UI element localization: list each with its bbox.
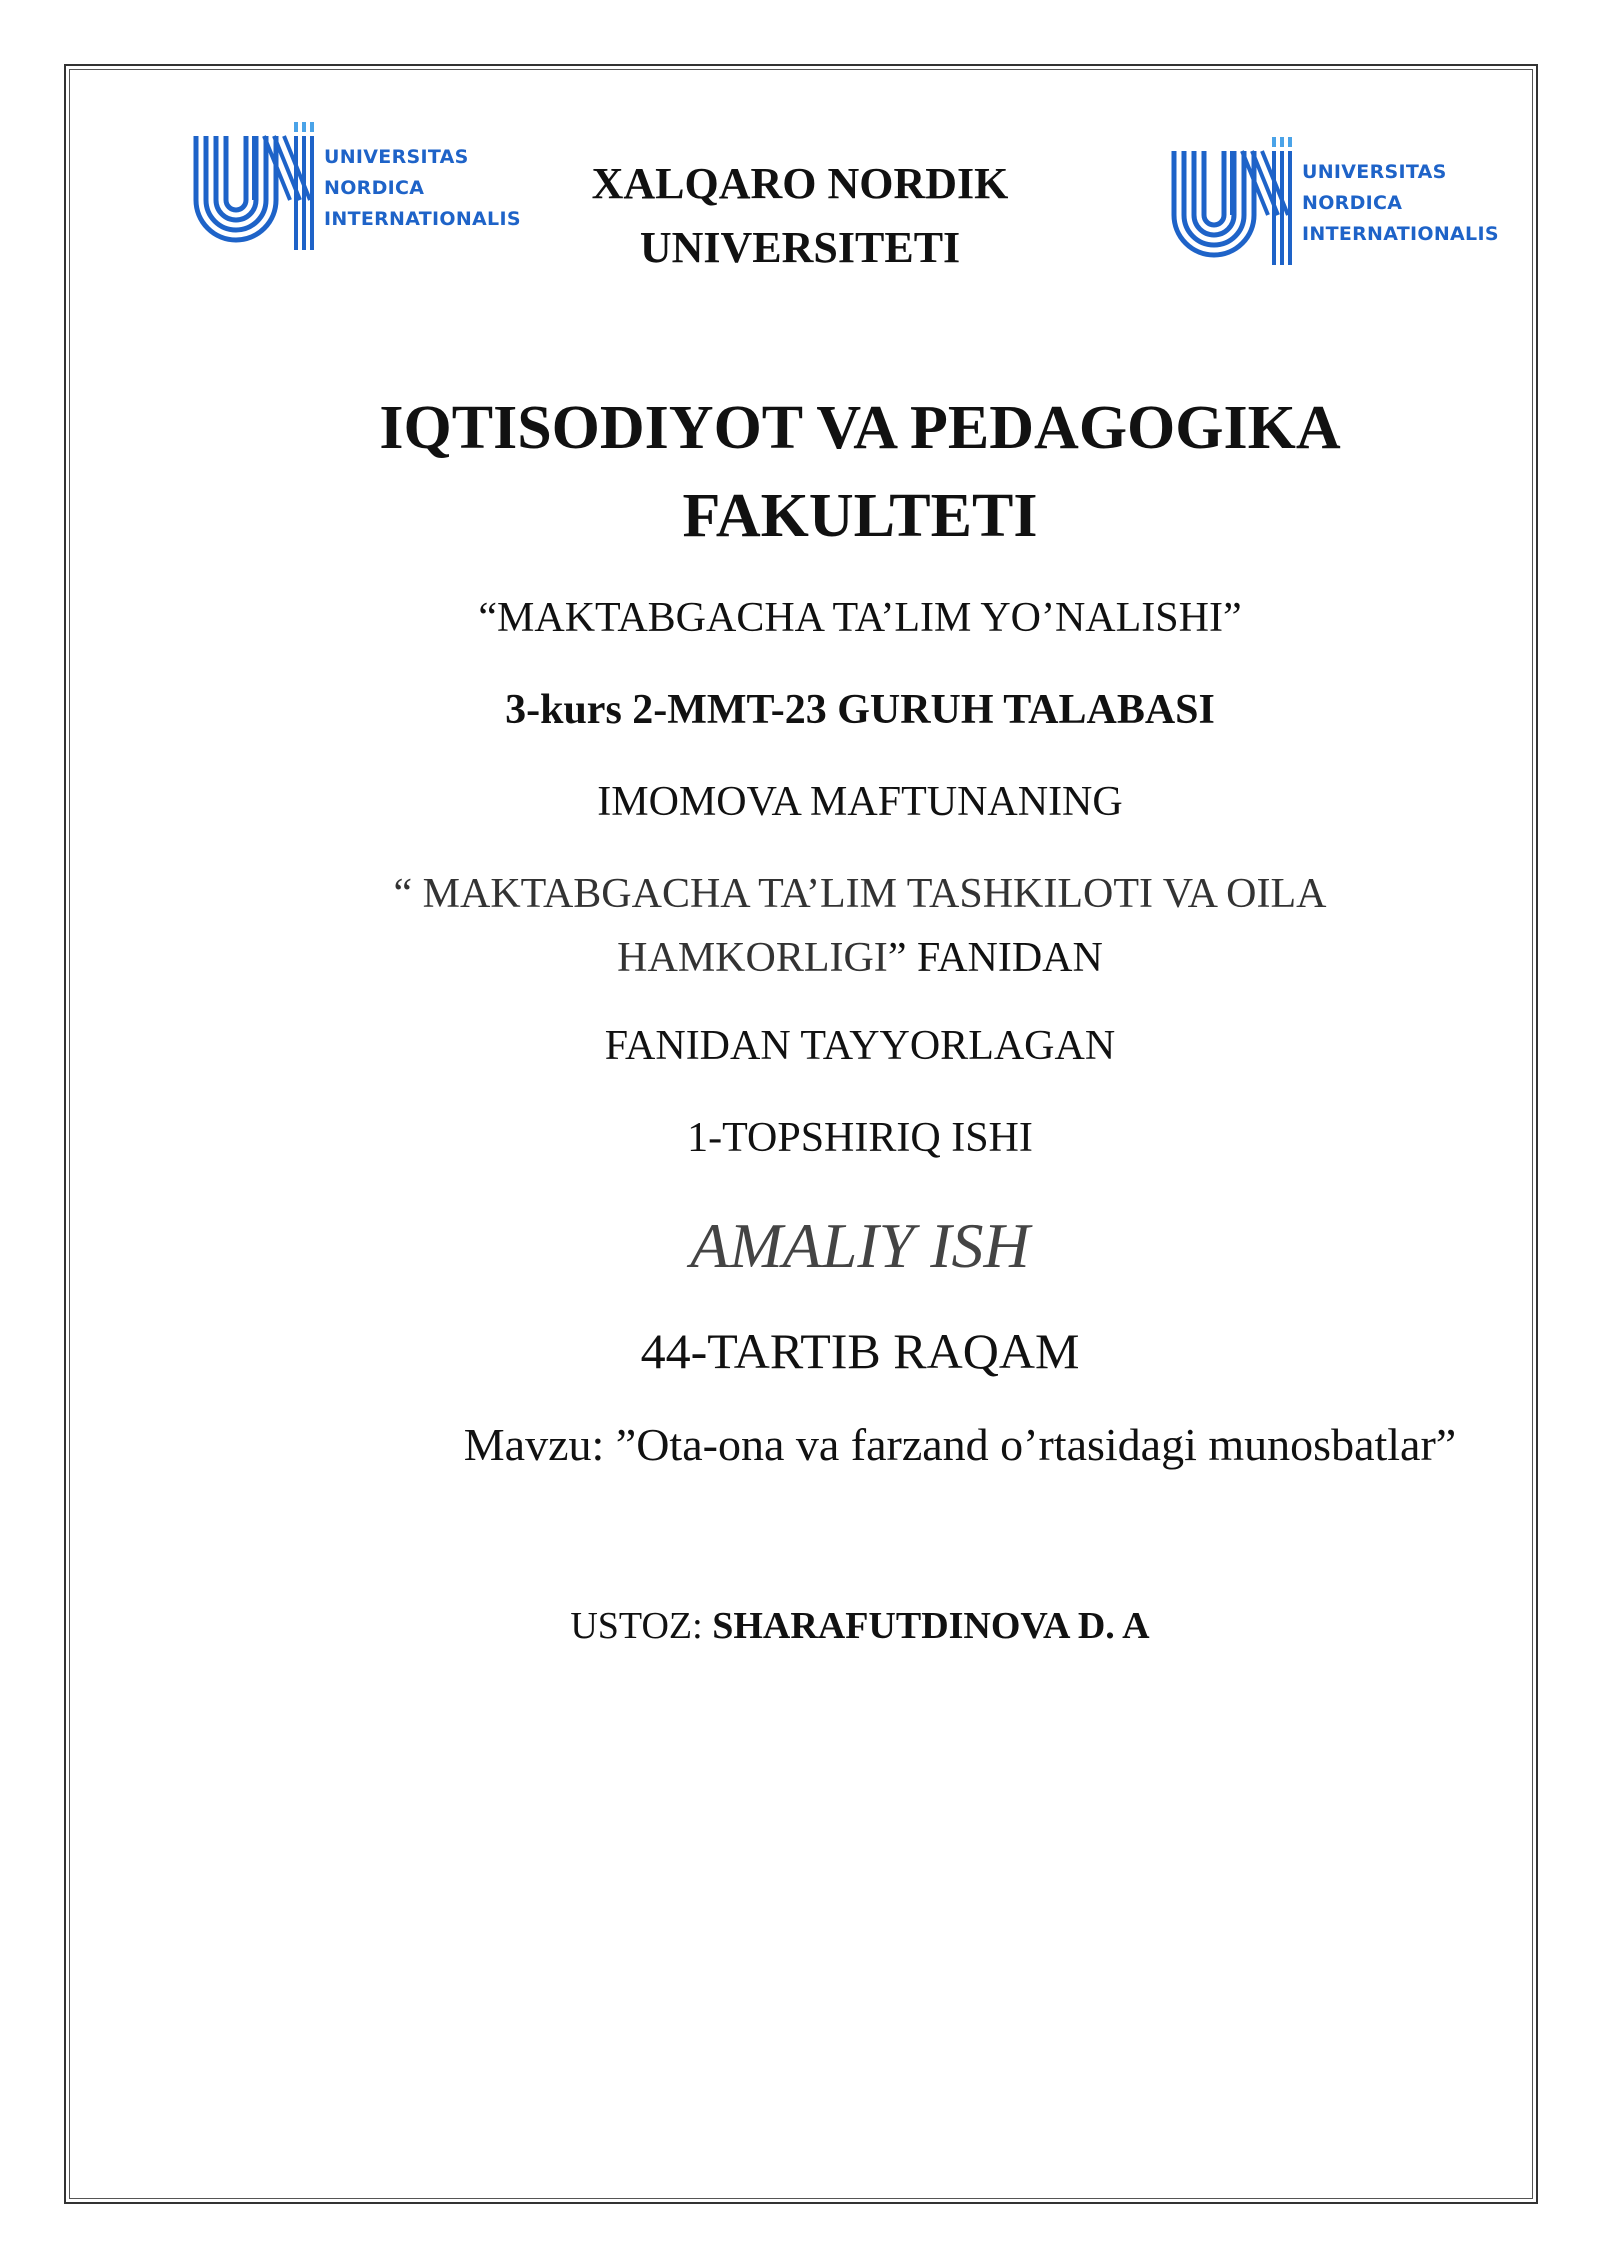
logo-line-internationalis: INTERNATIONALIS — [1302, 223, 1499, 245]
direction-line: “MAKTABGACHA TA’LIM YO’NALISHI” — [478, 595, 1242, 641]
topic-line: Mavzu: ”Ota-ona va farzand o’rtasidagi munosbatlar” — [463, 1419, 1457, 1470]
subject-title-line1: “ MAKTABGACHA TA’LIM TASHKILOTI VA OILA — [393, 871, 1327, 917]
work-type-title: AMALIY ISH — [690, 1210, 1030, 1281]
university-name-line2: UNIVERSITETI — [639, 223, 961, 272]
prepared-line: FANIDAN TAYYORLAGAN — [604, 1023, 1116, 1069]
task-line: 1-TOPSHIRIQ ISHI — [687, 1115, 1033, 1161]
student-name: IMOMOVA MAFTUNANING — [597, 779, 1123, 825]
teacher-line — [60, 1596, 1600, 1656]
faculty-title — [60, 384, 1600, 560]
subject-title-line2 — [60, 926, 1600, 990]
order-number: 44-TARTIB RAQAM — [640, 1323, 1080, 1379]
subject-title-suffix: ” FANIDAN — [887, 935, 1103, 981]
subject-title-name: HAMKORLIGI — [617, 935, 888, 981]
teacher-label: USTOZ: — [570, 1605, 703, 1647]
subject-title — [60, 862, 1600, 990]
logo-line-internationalis: INTERNATIONALIS — [324, 208, 521, 230]
logo-line-nordica: NORDICA — [1302, 192, 1403, 214]
course-group-line: 3-kurs 2-MMT-23 GURUH TALABASI — [505, 687, 1215, 733]
logo-line-universitas: UNIVERSITAS — [1302, 161, 1447, 183]
university-name-line1: XALQARO NORDIK — [591, 159, 1009, 208]
faculty-title-line2: FAKULTETI — [682, 482, 1038, 550]
faculty-title-line1: IQTISODIYOT VA PEDAGOGIKA — [379, 394, 1341, 462]
logo-line-nordica: NORDICA — [324, 177, 425, 199]
logo-line-universitas: UNIVERSITAS — [324, 146, 469, 168]
teacher-name: SHARAFUTDINOVA D. A — [712, 1605, 1150, 1647]
university-name — [0, 152, 1600, 280]
